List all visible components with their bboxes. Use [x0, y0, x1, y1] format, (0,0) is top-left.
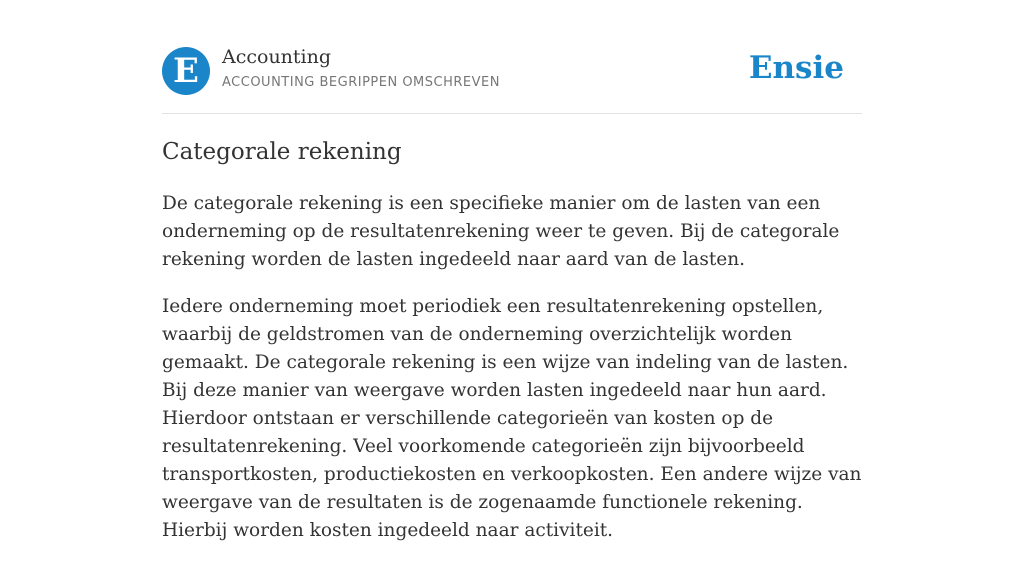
site-header — [162, 0, 862, 114]
brand-logo[interactable]: Ensie — [748, 50, 844, 86]
site-logo-icon[interactable]: E — [162, 47, 210, 95]
article-paragraph: De categorale rekening is een specifieke manier om de lasten van een onderneming op de resultatenrekening weer te geven. Bij de categorale rekening worden de lasten ingedeeld naar aard van de lasten. — [162, 193, 840, 270]
page-title: Categorale rekening — [162, 139, 402, 165]
site-title[interactable]: Accounting — [222, 46, 332, 68]
article-body — [162, 190, 862, 564]
content-container — [162, 0, 862, 541]
site-subtitle: ACCOUNTING BEGRIPPEN OMSCHREVEN — [222, 75, 500, 90]
article-paragraph: Iedere onderneming moet periodiek een resultatenrekening opstellen, waarbij de geldstromen van de onderneming overzichtelijk worden gemaakt. De categorale rekening is een wijze van indeling van de lasten. Bij deze manier van weergave worden lasten ingedeeld naar hun aard. Hierdoor ontstaan er verschillende categorieën van kosten op de resultatenrekening. Veel voorkomende categorieën zijn bijvoorbeeld transportkosten, productiekosten en verkoopkosten. Een andere wijze van weergave van de resultaten is de zogenaamde functionele rekening. Hierbij worden kosten ingedeeld naar activiteit. — [162, 296, 862, 541]
